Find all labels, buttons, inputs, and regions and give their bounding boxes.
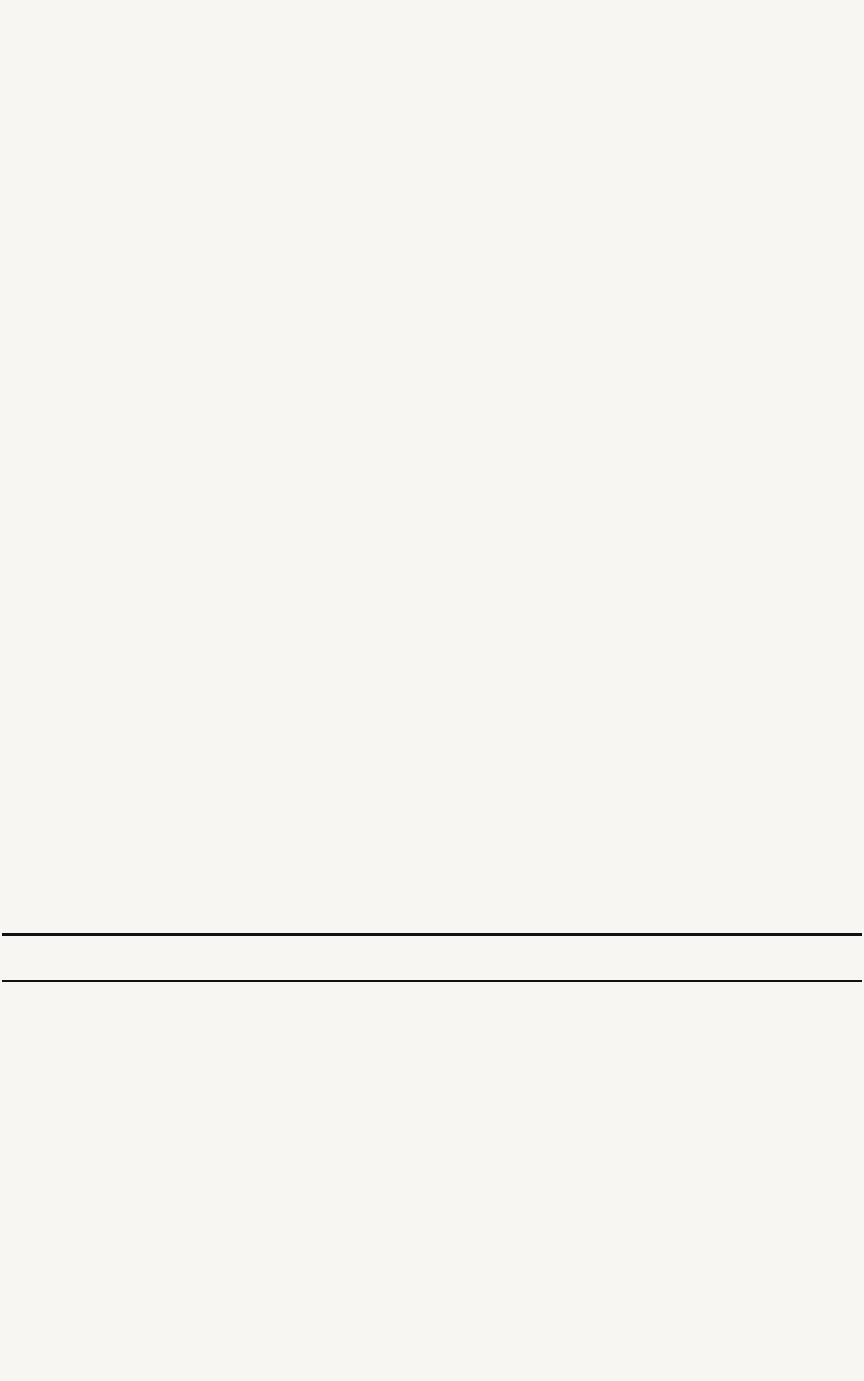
service-guide-section <box>2 980 862 1378</box>
home-service-guide-band <box>2 933 862 982</box>
page-header <box>0 0 864 12</box>
help-wanted-section <box>2 12 862 932</box>
